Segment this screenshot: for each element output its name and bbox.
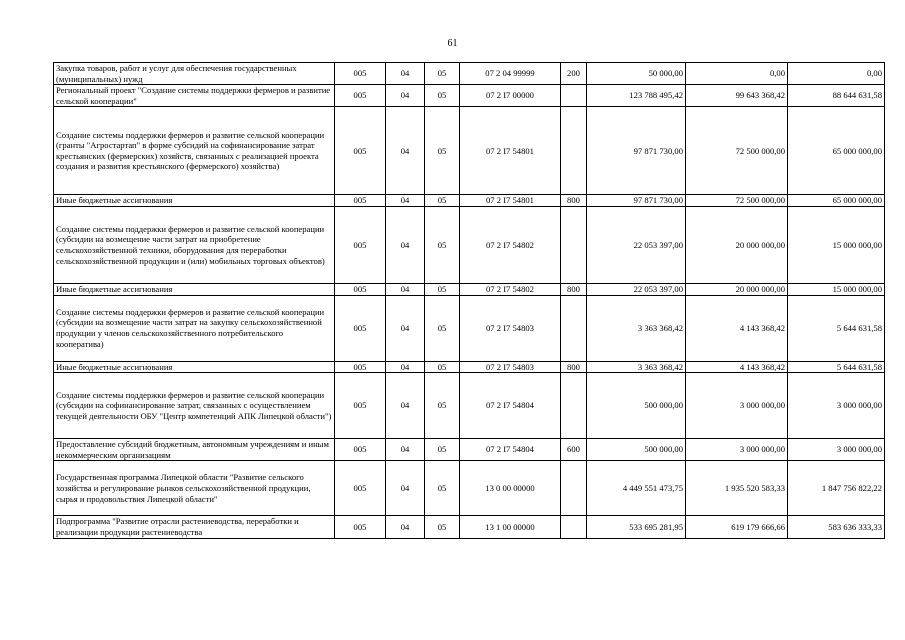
section-code-cell: 04 (386, 461, 425, 516)
amount-year-3-cell: 0,00 (788, 63, 885, 85)
ministry-code-cell: 005 (335, 107, 386, 195)
amount-year-1-cell: 22 053 397,00 (587, 283, 686, 295)
amount-year-2-cell: 0,00 (686, 63, 788, 85)
expense-type-cell (561, 107, 587, 195)
ministry-code-cell: 005 (335, 63, 386, 85)
amount-year-1-cell: 533 695 281,95 (587, 516, 686, 538)
amount-year-1-cell: 4 449 551 473,75 (587, 461, 686, 516)
target-article-cell: 07 2 I7 54804 (460, 373, 561, 439)
amount-year-2-cell: 4 143 368,42 (686, 295, 788, 361)
amount-year-3-cell: 3 000 000,00 (788, 373, 885, 439)
target-article-cell: 07 2 I7 54804 (460, 439, 561, 461)
amount-year-1-cell: 97 871 730,00 (587, 195, 686, 207)
amount-year-3-cell: 5 644 631,58 (788, 295, 885, 361)
amount-year-1-cell: 22 053 397,00 (587, 206, 686, 283)
page-number: 61 (447, 38, 458, 49)
ministry-code-cell: 005 (335, 295, 386, 361)
row-name-cell: Иные бюджетные ассигнования (54, 283, 335, 295)
section-code-cell: 04 (386, 295, 425, 361)
amount-year-3-cell: 583 636 333,33 (788, 516, 885, 538)
row-name-cell: Закупка товаров, работ и услуг для обеспечения государственных (муниципальных) нужд (54, 63, 335, 85)
amount-year-1-cell: 500 000,00 (587, 373, 686, 439)
amount-year-1-cell: 123 788 495,42 (587, 85, 686, 107)
section-code-cell: 04 (386, 206, 425, 283)
table-row (54, 85, 885, 107)
amount-year-3-cell: 88 644 631,58 (788, 85, 885, 107)
ministry-code-cell: 005 (335, 206, 386, 283)
table-row (54, 516, 885, 538)
expense-type-cell (561, 295, 587, 361)
table-row (54, 283, 885, 295)
section-code-cell: 04 (386, 107, 425, 195)
amount-year-2-cell: 4 143 368,42 (686, 361, 788, 373)
budget-table (53, 62, 885, 539)
ministry-code-cell: 005 (335, 85, 386, 107)
amount-year-2-cell: 1 935 520 583,33 (686, 461, 788, 516)
amount-year-3-cell: 65 000 000,00 (788, 195, 885, 207)
table-row (54, 373, 885, 439)
expense-type-cell (561, 206, 587, 283)
section-code-cell: 04 (386, 373, 425, 439)
table-row (54, 361, 885, 373)
amount-year-2-cell: 99 643 368,42 (686, 85, 788, 107)
amount-year-3-cell: 15 000 000,00 (788, 206, 885, 283)
expense-type-cell (561, 373, 587, 439)
row-name-cell: Создание системы поддержки фермеров и развитие сельской кооперации (субсидии на возмещение части затрат на приобретение сельскохозяйственной техники, оборудования для переработки сельскохозяйственной продукции и (или) мобильных торговых объектов) (54, 206, 335, 283)
target-article-cell: 13 0 00 00000 (460, 461, 561, 516)
table-row (54, 295, 885, 361)
row-name-cell: Создание системы поддержки фермеров и развитие сельской кооперации (субсидии на софинансирование затрат, связанных с осуществлением текущей деятельности ОБУ "Центр компетенций АПК Липецкой области") (54, 373, 335, 439)
ministry-code-cell: 005 (335, 516, 386, 538)
amount-year-1-cell: 97 871 730,00 (587, 107, 686, 195)
target-article-cell: 07 2 I7 54803 (460, 361, 561, 373)
table-row (54, 206, 885, 283)
amount-year-1-cell: 50 000,00 (587, 63, 686, 85)
expense-type-cell (561, 516, 587, 538)
table-row (54, 461, 885, 516)
table-row (54, 107, 885, 195)
ministry-code-cell: 005 (335, 373, 386, 439)
section-code-cell: 04 (386, 85, 425, 107)
table-row (54, 439, 885, 461)
expense-type-cell: 200 (561, 63, 587, 85)
amount-year-1-cell: 3 363 368,42 (587, 295, 686, 361)
expense-type-cell: 800 (561, 195, 587, 207)
target-article-cell: 07 2 I7 54801 (460, 107, 561, 195)
expense-type-cell: 800 (561, 361, 587, 373)
row-name-cell: Подпрограмма "Развитие отрасли растениеводства, переработки и реализации продукции растениеводства (54, 516, 335, 538)
amount-year-2-cell: 3 000 000,00 (686, 439, 788, 461)
expense-type-cell: 800 (561, 283, 587, 295)
amount-year-2-cell: 3 000 000,00 (686, 373, 788, 439)
subsection-code-cell: 05 (425, 206, 460, 283)
budget-table-body (54, 63, 885, 539)
row-name-cell: Создание системы поддержки фермеров и развитие сельской кооперации (гранты "Агростартап" в форме субсидий на софинансирование затрат крестьянских (фермерских) хозяйств, связанных с реализацией проекта создания и развития крестьянского (фермерского) хозяйства) (54, 107, 335, 195)
ministry-code-cell: 005 (335, 195, 386, 207)
amount-year-1-cell: 500 000,00 (587, 439, 686, 461)
amount-year-3-cell: 5 644 631,58 (788, 361, 885, 373)
subsection-code-cell: 05 (425, 85, 460, 107)
section-code-cell: 04 (386, 63, 425, 85)
subsection-code-cell: 05 (425, 461, 460, 516)
row-name-cell: Государственная программа Липецкой области "Развитие сельского хозяйства и регулирование рынков сельскохозяйственной продукции, сырья и продовольствия Липецкой области" (54, 461, 335, 516)
target-article-cell: 07 2 I7 54801 (460, 195, 561, 207)
table-row (54, 195, 885, 207)
ministry-code-cell: 005 (335, 283, 386, 295)
amount-year-2-cell: 20 000 000,00 (686, 283, 788, 295)
subsection-code-cell: 05 (425, 516, 460, 538)
ministry-code-cell: 005 (335, 461, 386, 516)
subsection-code-cell: 05 (425, 373, 460, 439)
subsection-code-cell: 05 (425, 195, 460, 207)
section-code-cell: 04 (386, 439, 425, 461)
row-name-cell: Создание системы поддержки фермеров и развитие сельской кооперации (субсидии на возмещение части затрат на закупку сельскохозяйственной продукции у членов сельскохозяйственного потребительского кооператива) (54, 295, 335, 361)
row-name-cell: Предоставление субсидий бюджетным, автономным учреждениям и иным некоммерческим организациям (54, 439, 335, 461)
table-row (54, 63, 885, 85)
expense-type-cell (561, 85, 587, 107)
subsection-code-cell: 05 (425, 283, 460, 295)
ministry-code-cell: 005 (335, 439, 386, 461)
target-article-cell: 07 2 I7 00000 (460, 85, 561, 107)
amount-year-3-cell: 3 000 000,00 (788, 439, 885, 461)
subsection-code-cell: 05 (425, 439, 460, 461)
expense-type-cell: 600 (561, 439, 587, 461)
ministry-code-cell: 005 (335, 361, 386, 373)
section-code-cell: 04 (386, 195, 425, 207)
row-name-cell: Региональный проект "Создание системы поддержки фермеров и развитие сельской кооперации" (54, 85, 335, 107)
amount-year-2-cell: 20 000 000,00 (686, 206, 788, 283)
section-code-cell: 04 (386, 516, 425, 538)
section-code-cell: 04 (386, 283, 425, 295)
expense-type-cell (561, 461, 587, 516)
target-article-cell: 07 2 I7 54802 (460, 206, 561, 283)
target-article-cell: 13 1 00 00000 (460, 516, 561, 538)
row-name-cell: Иные бюджетные ассигнования (54, 361, 335, 373)
amount-year-2-cell: 72 500 000,00 (686, 107, 788, 195)
section-code-cell: 04 (386, 361, 425, 373)
subsection-code-cell: 05 (425, 107, 460, 195)
amount-year-3-cell: 15 000 000,00 (788, 283, 885, 295)
subsection-code-cell: 05 (425, 361, 460, 373)
subsection-code-cell: 05 (425, 295, 460, 361)
amount-year-2-cell: 619 179 666,66 (686, 516, 788, 538)
amount-year-3-cell: 65 000 000,00 (788, 107, 885, 195)
amount-year-3-cell: 1 847 756 822,22 (788, 461, 885, 516)
target-article-cell: 07 2 04 99999 (460, 63, 561, 85)
target-article-cell: 07 2 I7 54802 (460, 283, 561, 295)
amount-year-2-cell: 72 500 000,00 (686, 195, 788, 207)
subsection-code-cell: 05 (425, 63, 460, 85)
row-name-cell: Иные бюджетные ассигнования (54, 195, 335, 207)
amount-year-1-cell: 3 363 368,42 (587, 361, 686, 373)
target-article-cell: 07 2 I7 54803 (460, 295, 561, 361)
